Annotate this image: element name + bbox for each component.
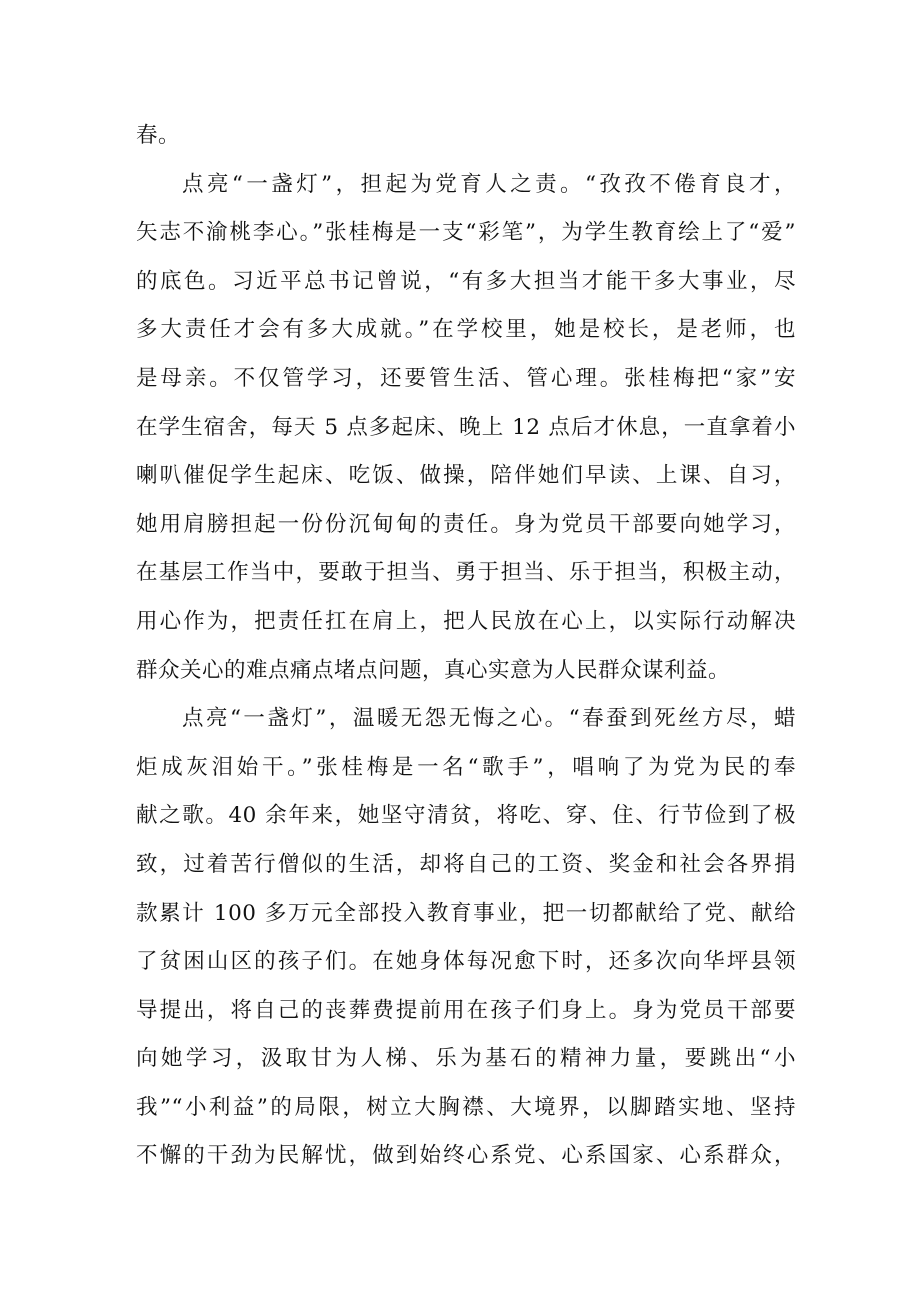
text-line: 是母亲。不仅管学习，还要管生活、管心理。张桂梅把“家”安: [136, 365, 796, 391]
text-line: 献之歌。40 余年来，她坚守清贫，将吃、穿、住、行节俭到了极: [136, 803, 796, 829]
text-line: 点亮“一盏灯”，担起为党育人之责。“孜孜不倦育良才，: [182, 171, 796, 197]
text-line: 在基层工作当中，要敢于担当、勇于担当、乐于担当，积极主动，: [136, 560, 796, 586]
text-line: 致，过着苦行僧似的生活，却将自己的工资、奖金和社会各界捐: [136, 851, 796, 877]
text-line: 矢志不渝桃李心。”张桂梅是一支“彩笔”，为学生教育绘上了“爱”: [136, 220, 796, 246]
text-line: 春。: [136, 123, 181, 148]
text-line: 向她学习，汲取甘为人梯、乐为基石的精神力量，要跳出“小: [136, 1046, 796, 1072]
text-line: 在学生宿舍，每天 5 点多起床、晚上 12 点后才休息，一直拿着小: [136, 414, 796, 440]
text-line: 多大责任才会有多大成就。”在学校里，她是校长，是老师，也: [136, 317, 796, 343]
text-line: 的底色。习近平总书记曾说，“有多大担当才能干多大事业，尽: [136, 268, 796, 294]
text-line: 喇叭催促学生起床、吃饭、做操，陪伴她们早读、上课、自习，: [136, 463, 796, 489]
text-line: 群众关心的难点痛点堵点问题，真心实意为人民群众谋利益。: [136, 657, 731, 683]
body-text: [136, 112, 796, 1181]
text-line: 我”“小利益”的局限，树立大胸襟、大境界，以脚踏实地、坚持: [136, 1094, 796, 1120]
text-line: 她用肩膀担起一份份沉甸甸的责任。身为党员干部要向她学习，: [136, 511, 796, 537]
text-line: 点亮“一盏灯”，温暖无怨无悔之心。“春蚕到死丝方尽，蜡: [182, 706, 796, 732]
text-line: 用心作为，把责任扛在肩上，把人民放在心上，以实际行动解决: [136, 608, 796, 634]
text-line: 炬成灰泪始干。”张桂梅是一名“歌手”，唱响了为党为民的奉: [136, 754, 796, 780]
text-line: 款累计 100 多万元全部投入教育事业，把一切都献给了党、献给: [136, 900, 796, 926]
text-line: 了贫困山区的孩子们。在她身体每况愈下时，还多次向华坪县领: [136, 949, 796, 975]
text-line: 导提出，将自己的丧葬费提前用在孩子们身上。身为党员干部要: [136, 997, 796, 1023]
text-line: 不懈的干劲为民解忧，做到始终心系党、心系国家、心系群众，: [136, 1143, 796, 1169]
